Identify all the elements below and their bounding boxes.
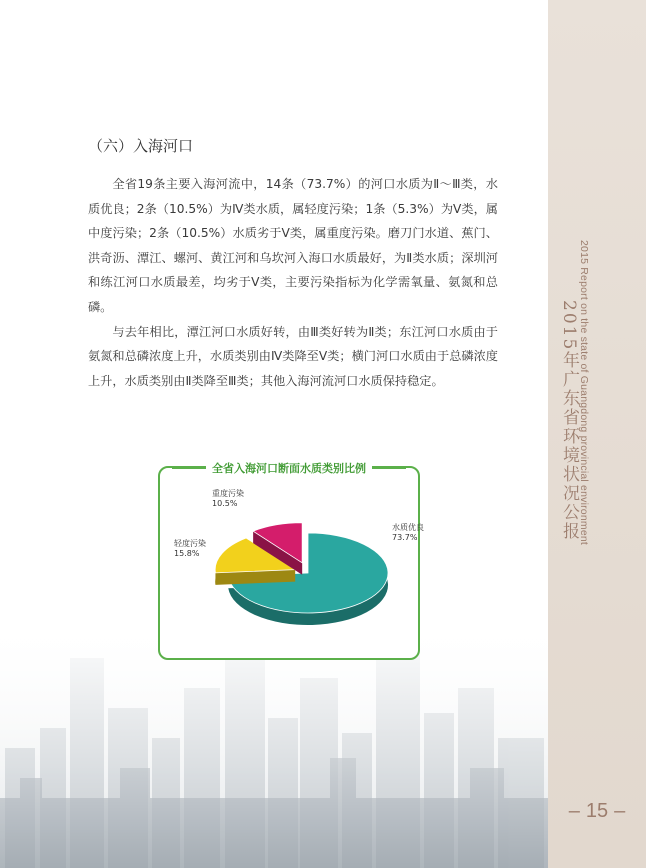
- page-number-dash-right: –: [614, 800, 626, 822]
- pie-label-name: 水质优良: [392, 523, 424, 532]
- pie-label-name: 重度污染: [212, 489, 244, 498]
- body-text: [88, 172, 498, 393]
- page-number-dash-left: –: [568, 800, 580, 822]
- pie-label-name: 轻度污染: [174, 539, 206, 548]
- sidebar-chinese-title: 2015年广东省环境状况公报: [559, 300, 579, 542]
- pie-label-value: 73.7%: [392, 533, 418, 542]
- paragraph-2: 与去年相比，潭江河口水质好转，由Ⅲ类好转为Ⅱ类；东江河口水质由于氨氮和总磷浓度上升，水质类别由Ⅳ类降至Ⅴ类；横门河口水质由于总磷浓度上升，水质类别由Ⅱ类降至Ⅲ类；其他入海河流河口水质保持稳定。: [88, 324, 498, 388]
- page-number-value: 15: [585, 800, 609, 822]
- pie-label-value: 15.8%: [174, 549, 200, 558]
- pie-chart-panel: [158, 462, 424, 660]
- sidebar-english-title: 2015 Report on the state of Guangdong provincial environment: [578, 240, 590, 546]
- page-number: [558, 800, 636, 823]
- pie-label-value: 10.5%: [212, 499, 238, 508]
- paragraph-1: 全省19条主要入海河流中，14条（73.7%）的河口水质为Ⅱ～Ⅲ类，水质优良；2条（10.5%）为Ⅳ类水质，属轻度污染；1条（5.3%）为Ⅴ类，属中度污染；2条（10.5%）水质劣于Ⅴ类，属重度污染。磨刀门水道、蕉门、洪奇沥、潭江、螺河、黄江河和乌坎河入海口水质最好，为Ⅱ类水质；深圳河和练江河口水质最差，均劣于Ⅴ类，主要污染指标为化学需氧量、氨氮和总磷。: [88, 177, 498, 314]
- section-heading: （六）入海河口: [88, 137, 194, 155]
- chart-title: 全省入海河口断面水质类别比例: [206, 462, 372, 475]
- pie-chart: [160, 468, 424, 658]
